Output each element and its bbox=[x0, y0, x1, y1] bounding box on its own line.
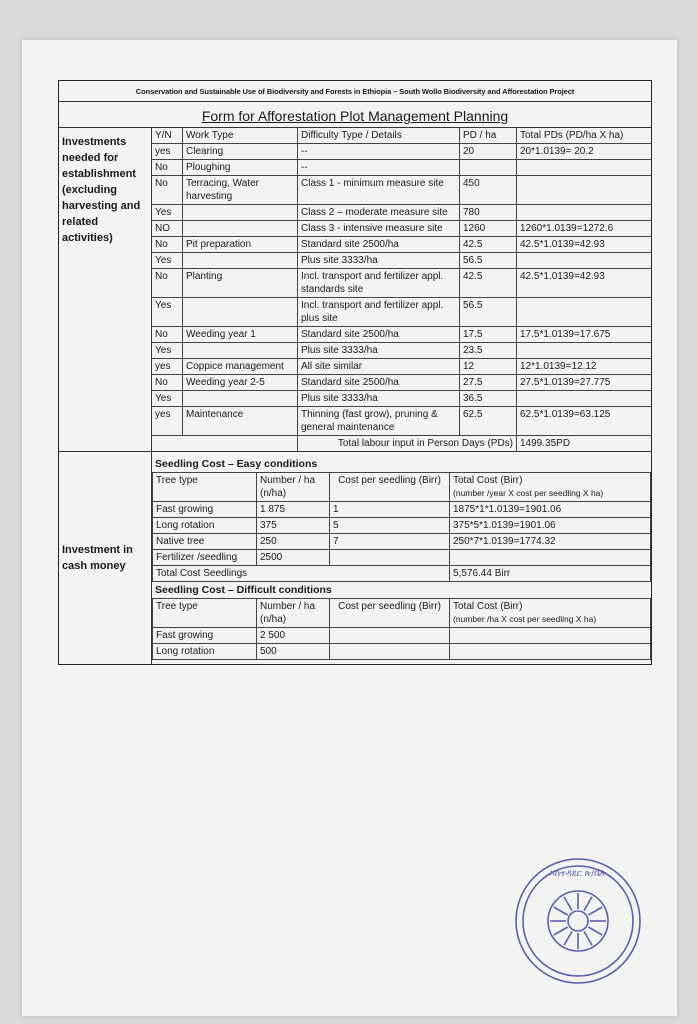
cell-cost: 5 bbox=[330, 518, 450, 534]
cell-pd: 780 bbox=[460, 205, 517, 221]
cell-type: Fertilizer /seedling bbox=[153, 550, 257, 566]
project-header: Conservation and Sustainable Use of Biodiversity and Forests in Ethiopia – South Wollo Biodiversity and Afforestation Project bbox=[59, 81, 651, 102]
cell-cost: 7 bbox=[330, 534, 450, 550]
table-row bbox=[152, 176, 651, 205]
cell-yn: yes bbox=[152, 359, 183, 375]
cell-pd: 42.5 bbox=[460, 237, 517, 253]
cell-total: 27.5*1.0139=27.775 bbox=[517, 375, 652, 391]
cell-total bbox=[450, 628, 651, 644]
cell-detail: Class 3 - intensive measure site bbox=[298, 221, 460, 237]
cell-work bbox=[183, 205, 298, 221]
easy-header-row bbox=[153, 473, 651, 502]
cell-pd: 20 bbox=[460, 144, 517, 160]
cell-yn: NO bbox=[152, 221, 183, 237]
cell-yn: No bbox=[152, 375, 183, 391]
cell-detail: Class 2 – moderate measure site bbox=[298, 205, 460, 221]
cell-work bbox=[183, 343, 298, 359]
easy-total-value: 5,576.44 Birr bbox=[450, 566, 651, 582]
easy-header-type: Tree type bbox=[153, 473, 257, 502]
cell-yn: No bbox=[152, 237, 183, 253]
stamp-ray bbox=[588, 927, 602, 935]
cell-pd: 56.5 bbox=[460, 253, 517, 269]
difficult-total-title: Total Cost (Birr) bbox=[453, 601, 523, 612]
cell-total bbox=[517, 253, 652, 269]
cell-work: Planting bbox=[183, 269, 298, 298]
cell-yn: No bbox=[152, 269, 183, 298]
cell-total bbox=[517, 176, 652, 205]
official-stamp bbox=[511, 854, 645, 988]
cell-cost bbox=[330, 550, 450, 566]
cell-work: Weeding year 2-5 bbox=[183, 375, 298, 391]
cell-yn: Yes bbox=[152, 343, 183, 359]
header-difficulty: Difficulty Type / Details bbox=[298, 128, 460, 144]
header-work: Work Type bbox=[183, 128, 298, 144]
cash-label: Investment in cash money bbox=[59, 452, 152, 664]
easy-total-note: (number /year X cost per seedling X ha) bbox=[453, 488, 604, 498]
difficult-header-number: Number / ha (n/ha) bbox=[257, 599, 330, 628]
cell-type: Fast growing bbox=[153, 502, 257, 518]
stamp-ray bbox=[564, 897, 572, 911]
difficult-header-row bbox=[153, 599, 651, 628]
cell-detail: All site similar bbox=[298, 359, 460, 375]
easy-header-number: Number / ha (n/ha) bbox=[257, 473, 330, 502]
cell-pd: 42.5 bbox=[460, 269, 517, 298]
cell-pd bbox=[460, 160, 517, 176]
table-header-row bbox=[152, 128, 651, 144]
cell-type: Native tree bbox=[153, 534, 257, 550]
cell-detail: Plus site 3333/ha bbox=[298, 391, 460, 407]
cell-total: 1875*1*1.0139=1901.06 bbox=[450, 502, 651, 518]
table-row bbox=[153, 644, 651, 660]
cell-pd: 450 bbox=[460, 176, 517, 205]
cell-total: 62.5*1.0139=63.125 bbox=[517, 407, 652, 436]
cell-work bbox=[183, 253, 298, 269]
difficult-header-cost: Cost per seedling (Birr) bbox=[330, 599, 450, 628]
cell-yn: No bbox=[152, 176, 183, 205]
cell-total: 12*1.0139=12.12 bbox=[517, 359, 652, 375]
stamp-ray bbox=[584, 897, 592, 911]
cell-work: Ploughing bbox=[183, 160, 298, 176]
cash-section bbox=[59, 452, 651, 664]
table-row bbox=[152, 237, 651, 253]
cell-cost bbox=[330, 644, 450, 660]
cell-total bbox=[517, 160, 652, 176]
easy-total-label: Total Cost Seedlings bbox=[153, 566, 450, 582]
cell-number: 375 bbox=[257, 518, 330, 534]
cell-yn: Yes bbox=[152, 205, 183, 221]
table-row bbox=[152, 205, 651, 221]
cell-work: Pit preparation bbox=[183, 237, 298, 253]
table-row bbox=[152, 298, 651, 327]
cell-number: 2 500 bbox=[257, 628, 330, 644]
cell-total: 1260*1.0139=1272.6 bbox=[517, 221, 652, 237]
table-row bbox=[152, 407, 651, 436]
cell-total: 17.5*1.0139=17.675 bbox=[517, 327, 652, 343]
cell-detail: -- bbox=[298, 144, 460, 160]
header-total: Total PDs (PD/ha X ha) bbox=[517, 128, 652, 144]
cell-pd: 23.5 bbox=[460, 343, 517, 359]
cell-pd: 17.5 bbox=[460, 327, 517, 343]
stamp-ray bbox=[584, 931, 592, 945]
cell-total: 375*5*1.0139=1901.06 bbox=[450, 518, 651, 534]
cell-work: Weeding year 1 bbox=[183, 327, 298, 343]
cell-type: Long rotation bbox=[153, 644, 257, 660]
table-row bbox=[152, 391, 651, 407]
total-labour-label: Total labour input in Person Days (PDs) bbox=[298, 436, 517, 452]
cell-detail: Standard site 2500/ha bbox=[298, 375, 460, 391]
table-row bbox=[153, 550, 651, 566]
easy-total-row bbox=[153, 566, 651, 582]
cell-total: 250*7*1.0139=1774.32 bbox=[450, 534, 651, 550]
cell-total bbox=[517, 391, 652, 407]
stamp-ray bbox=[564, 931, 572, 945]
total-labour-value: 1499.35PD bbox=[517, 436, 652, 452]
cell-total bbox=[450, 644, 651, 660]
cell-number: 1 875 bbox=[257, 502, 330, 518]
establishment-table bbox=[152, 128, 651, 451]
cell-number: 500 bbox=[257, 644, 330, 660]
cell-total bbox=[517, 343, 652, 359]
difficult-title: Seedling Cost – Difficult conditions bbox=[155, 584, 332, 596]
table-row bbox=[152, 144, 651, 160]
cell-yn: Yes bbox=[152, 298, 183, 327]
cell-yn: yes bbox=[152, 144, 183, 160]
table-row bbox=[153, 518, 651, 534]
easy-header-total bbox=[450, 473, 651, 502]
cell-cost: 1 bbox=[330, 502, 450, 518]
header-yn: Y/N bbox=[152, 128, 183, 144]
cell-work: Maintenance bbox=[183, 407, 298, 436]
cell-total bbox=[450, 550, 651, 566]
cell-total: 42.5*1.0139=42.93 bbox=[517, 269, 652, 298]
afforestation-form bbox=[58, 80, 652, 665]
cell-total bbox=[517, 298, 652, 327]
cell-cost bbox=[330, 628, 450, 644]
cell-number: 250 bbox=[257, 534, 330, 550]
header-pd: PD / ha bbox=[460, 128, 517, 144]
cell-work: Terracing, Water harvesting bbox=[183, 176, 298, 205]
cell-number: 2500 bbox=[257, 550, 330, 566]
form-title: Form for Afforestation Plot Management Planning bbox=[59, 102, 651, 128]
cell-detail: Standard site 2500/ha bbox=[298, 327, 460, 343]
easy-header-cost: Cost per seedling (Birr) bbox=[330, 473, 450, 502]
cell-type: Long rotation bbox=[153, 518, 257, 534]
cell-yn: No bbox=[152, 160, 183, 176]
difficult-header-total bbox=[450, 599, 651, 628]
easy-title: Seedling Cost – Easy conditions bbox=[155, 458, 318, 470]
table-row bbox=[153, 534, 651, 550]
cell-detail: Class 1 - minimum measure site bbox=[298, 176, 460, 205]
table-row bbox=[152, 269, 651, 298]
establishment-section bbox=[59, 128, 651, 452]
stamp-ray bbox=[588, 907, 602, 915]
cell-pd: 12 bbox=[460, 359, 517, 375]
cell-total bbox=[517, 205, 652, 221]
cell-yn: No bbox=[152, 327, 183, 343]
cell-yn: Yes bbox=[152, 391, 183, 407]
difficult-table bbox=[152, 598, 651, 660]
table-row bbox=[152, 253, 651, 269]
stamp-text: ኣስተዳደር ጽ/ቤት bbox=[549, 869, 607, 879]
table-row bbox=[152, 327, 651, 343]
table-row bbox=[152, 343, 651, 359]
cell-total: 20*1.0139= 20.2 bbox=[517, 144, 652, 160]
cell-pd: 27.5 bbox=[460, 375, 517, 391]
establishment-label: Investments needed for establishment (excluding harvesting and related activities) bbox=[59, 128, 152, 451]
cell-pd: 1260 bbox=[460, 221, 517, 237]
difficult-total-note: (number /ha X cost per seedling X ha) bbox=[453, 614, 597, 624]
cell-pd: 62.5 bbox=[460, 407, 517, 436]
cell-yn: Yes bbox=[152, 253, 183, 269]
cell-work bbox=[183, 391, 298, 407]
cell-detail: Standard site 2500/ha bbox=[298, 237, 460, 253]
cell-work bbox=[183, 298, 298, 327]
cell-detail: Plus site 3333/ha bbox=[298, 343, 460, 359]
cell-yn: yes bbox=[152, 407, 183, 436]
stamp-ray bbox=[554, 907, 568, 915]
cell-detail: Thinning (fast grow), pruning & general maintenance bbox=[298, 407, 460, 436]
stamp-ray bbox=[554, 927, 568, 935]
cell-pd: 36.5 bbox=[460, 391, 517, 407]
cell-detail: Incl. transport and fertilizer appl. plus site bbox=[298, 298, 460, 327]
cell-detail: Plus site 3333/ha bbox=[298, 253, 460, 269]
easy-total-title: Total Cost (Birr) bbox=[453, 475, 523, 486]
table-row bbox=[152, 160, 651, 176]
table-row bbox=[153, 502, 651, 518]
cell-work: Coppice management bbox=[183, 359, 298, 375]
table-row bbox=[153, 628, 651, 644]
cell-work: Clearing bbox=[183, 144, 298, 160]
cell-pd: 56.5 bbox=[460, 298, 517, 327]
difficult-header-type: Tree type bbox=[153, 599, 257, 628]
table-row bbox=[152, 375, 651, 391]
table-row bbox=[152, 359, 651, 375]
cell-detail: -- bbox=[298, 160, 460, 176]
total-labour-row bbox=[152, 436, 651, 452]
cell-total: 42.5*1.0139=42.93 bbox=[517, 237, 652, 253]
table-row bbox=[152, 221, 651, 237]
cell-type: Fast growing bbox=[153, 628, 257, 644]
cell-detail: Incl. transport and fertilizer appl. standards site bbox=[298, 269, 460, 298]
easy-table bbox=[152, 472, 651, 582]
cell-work bbox=[183, 221, 298, 237]
